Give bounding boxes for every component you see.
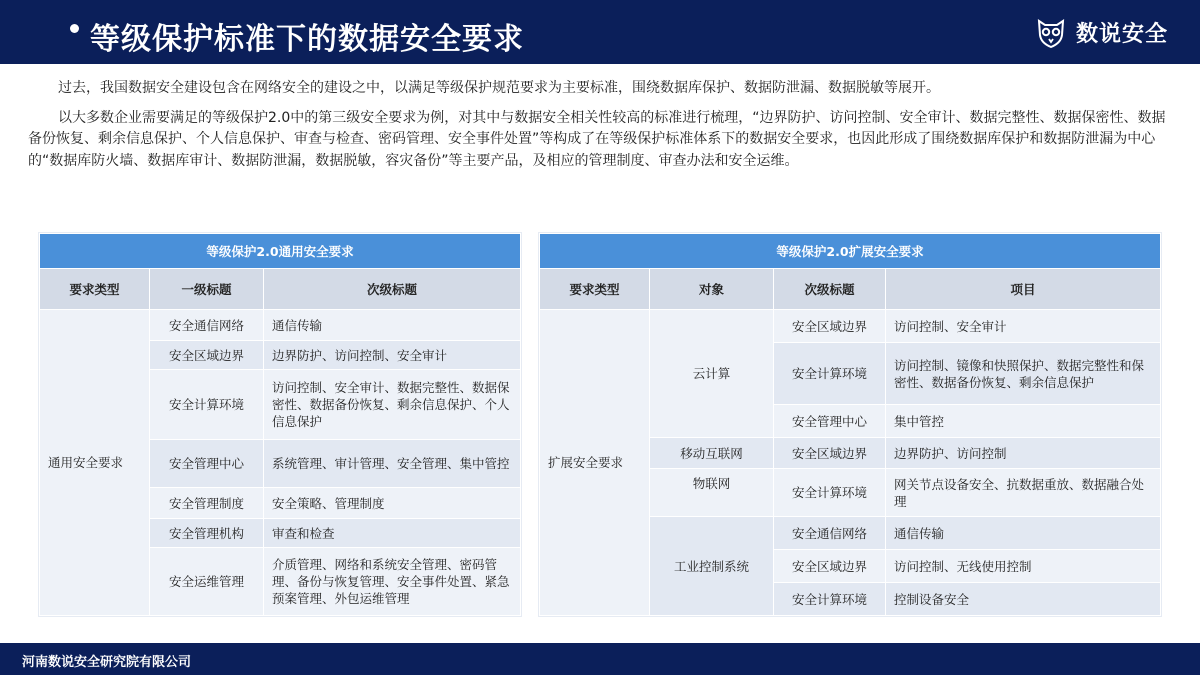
general-level1-cell: 安全区域边界 <box>150 341 264 370</box>
extended-sub-cell: 安全区域边界 <box>774 438 886 469</box>
extended-requirements-table <box>539 233 1161 616</box>
extended-requirements-panel <box>538 232 1162 617</box>
general-requirements-panel <box>38 232 522 617</box>
footer-company: 河南数说安全研究院有限公司 <box>22 655 192 670</box>
extended-header-object: 对象 <box>650 269 774 310</box>
extended-item-cell: 控制设备安全 <box>886 583 1161 616</box>
extended-sub-cell: 安全计算环境 <box>774 583 886 616</box>
extended-item-cell: 网关节点设备安全、抗数据重放、数据融合处理 <box>886 469 1161 517</box>
extended-item-cell: 集中管控 <box>886 405 1161 438</box>
intro-paragraph-2: 以大多数企业需要满足的等级保护2.0中的第三级安全要求为例，对其中与数据安全相关性较高的标准进行梳理，“边界防护、访问控制、安全审计、数据完整性、数据保密性、数据备份恢复、剩余信息保护、个人信息保护、审查与检查、密码管理、安全事件处置”等构成了在等级保护标准体系下的数据安全要求，也因此形成了围绕数据库保护和数据防泄漏为中心的“数据库防火墙、数据库审计、数据防泄漏，数据脱敏，容灾备份”等主要产品，及相应的管理制度、审查办法和安全运维。 <box>28 109 1166 169</box>
general-level1-cell: 安全管理中心 <box>150 440 264 488</box>
general-table-caption: 等级保护2.0通用安全要求 <box>40 234 521 269</box>
extended-header-sub: 次级标题 <box>774 269 886 310</box>
extended-item-cell: 边界防护、访问控制 <box>886 438 1161 469</box>
table-row <box>40 310 521 341</box>
intro-text <box>28 78 1173 180</box>
extended-item-cell: 访问控制、镜像和快照保护、数据完整性和保密性、数据备份恢复、剩余信息保护 <box>886 343 1161 405</box>
header-bar <box>0 0 1200 64</box>
general-type-cell: 通用安全要求 <box>40 310 150 616</box>
extended-object-cell: 移动互联网 <box>650 438 774 469</box>
extended-header-item: 项目 <box>886 269 1161 310</box>
general-header-level2: 次级标题 <box>264 269 521 310</box>
extended-sub-cell: 安全区域边界 <box>774 310 886 343</box>
page-title: 等级保护标准下的数据安全要求 <box>90 22 524 57</box>
general-level2-cell: 安全策略、管理制度 <box>264 488 521 519</box>
extended-type-cell: 扩展安全要求 <box>540 310 650 616</box>
general-level1-cell: 安全管理制度 <box>150 488 264 519</box>
extended-sub-cell: 安全计算环境 <box>774 469 886 517</box>
extended-item-cell: 通信传输 <box>886 517 1161 550</box>
extended-item-cell: 访问控制、无线使用控制 <box>886 550 1161 583</box>
brand-name: 数说安全 <box>1075 21 1168 47</box>
owl-logo-icon <box>1034 15 1068 49</box>
table-row <box>540 310 1161 343</box>
intro-paragraph-1: 过去，我国数据安全建设包含在网络安全的建设之中，以满足等级保护规范要求为主要标准，围绕数据库保护、数据防泄漏、数据脱敏等展开。 <box>58 80 940 96</box>
general-requirements-table <box>39 233 521 616</box>
extended-object-cell: 云计算 <box>650 310 774 438</box>
extended-item-cell: 访问控制、安全审计 <box>886 310 1161 343</box>
extended-sub-cell: 安全计算环境 <box>774 343 886 405</box>
extended-sub-cell: 安全管理中心 <box>774 405 886 438</box>
general-level1-cell: 安全计算环境 <box>150 370 264 440</box>
extended-object-cell: 物联网 <box>650 469 774 517</box>
title-bullet <box>70 24 79 33</box>
general-header-level1: 一级标题 <box>150 269 264 310</box>
footer-bar <box>0 643 1200 675</box>
extended-table-caption: 等级保护2.0扩展安全要求 <box>540 234 1161 269</box>
general-level1-cell: 安全通信网络 <box>150 310 264 341</box>
general-level2-cell: 访问控制、安全审计、数据完整性、数据保密性、数据备份恢复、剩余信息保护、个人信息保护 <box>264 370 521 440</box>
extended-header-type: 要求类型 <box>540 269 650 310</box>
extended-sub-cell: 安全通信网络 <box>774 517 886 550</box>
general-header-type: 要求类型 <box>40 269 150 310</box>
extended-sub-cell: 安全区域边界 <box>774 550 886 583</box>
general-level2-cell: 审查和检查 <box>264 519 521 548</box>
general-level1-cell: 安全运维管理 <box>150 548 264 616</box>
general-level2-cell: 边界防护、访问控制、安全审计 <box>264 341 521 370</box>
general-level2-cell: 介质管理、网络和系统安全管理、密码管理、备份与恢复管理、安全事件处置、紧急预案管理、外包运维管理 <box>264 548 521 616</box>
extended-object-cell: 工业控制系统 <box>650 517 774 616</box>
general-level2-cell: 通信传输 <box>264 310 521 341</box>
general-level2-cell: 系统管理、审计管理、安全管理、集中管控 <box>264 440 521 488</box>
brand-logo <box>1034 12 1168 52</box>
general-level1-cell: 安全管理机构 <box>150 519 264 548</box>
